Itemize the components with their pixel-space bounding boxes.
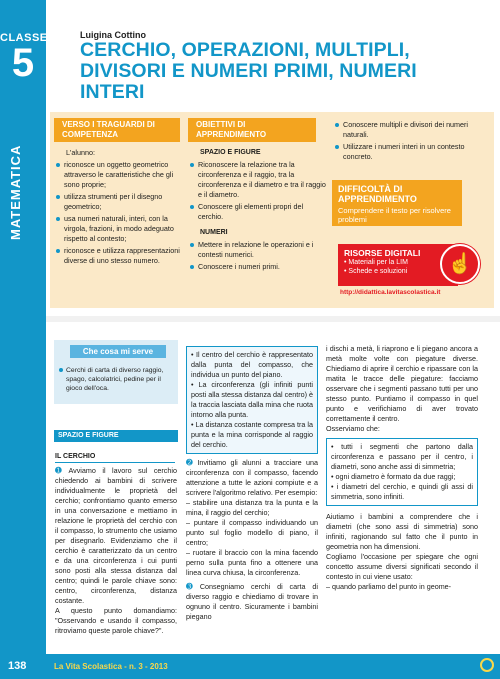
text-column-3 bbox=[326, 344, 478, 592]
observation-box bbox=[326, 438, 478, 506]
author: Luigina Cottino bbox=[80, 30, 146, 40]
page-title: CERCHIO, OPERAZIONI, MULTIPLI, DIVISORI E NUMERI PRIMI, NUMERI INTERI bbox=[80, 39, 417, 103]
text-column-2 bbox=[186, 344, 318, 622]
didattica-link[interactable]: http://didattica.lavitascolastica.it bbox=[340, 289, 441, 296]
paragraph: Aiutiamo i bambini a comprendere che i diametri (che sono assi di simmetria) sono infiniti, ragionando sul fatto che il punto in geometria non ha dimensioni. bbox=[326, 512, 478, 551]
difficolta-box bbox=[332, 180, 462, 226]
paragraph: i dischi a metà, li riaprono e li piegano ancora a metà molte volte con piegature diverse. Chiediamo di aprire il cerchio e ripassare con la matita le tracce delle piegature: facciamo osservare che i segmenti passano tutti per uno stesso punto. Puntiamo il compasso in quel punto e verifichiamo di aver trovato correttamente il centro. bbox=[326, 344, 478, 423]
step-bullet-icon: ➊ bbox=[55, 466, 69, 475]
definition-box bbox=[186, 346, 318, 454]
list-item: utilizza strumenti per il disegno geometrico; bbox=[54, 192, 182, 212]
serve-list bbox=[58, 366, 174, 393]
box-line: • tutti i segmenti che partono dalla circonferenza e passano per il centro, i diametri, sono anche assi di simmetria; bbox=[331, 442, 473, 471]
left-color-band bbox=[0, 0, 46, 679]
paragraph: – stabilire una distanza tra la punta e la mina, il raggio del cerchio; bbox=[186, 498, 318, 517]
serve-text: Cerchi di carta di diverso raggio, spago, calcolatrici, pedine per il gioco dell'oca. bbox=[58, 366, 174, 393]
list-item: Conoscere i numeri primi. bbox=[188, 262, 328, 272]
risorse-item: • Materiali per la LIM bbox=[344, 259, 408, 266]
obiettivi-sub-numeri: NUMERI bbox=[200, 229, 228, 236]
box-line: • Il centro del cerchio è rappresentato dalla punta del compasso, che individua un punto del piano. bbox=[191, 350, 313, 379]
paragraph: Invitiamo gli alunni a tracciare una circonferenza con il compasso, facendo attenzione a tutte le azioni compiute e a scrivere l'algoritmo relativo. Per esempio: bbox=[186, 458, 318, 497]
list-item: Utilizzare i numeri interi in un contesto concreto. bbox=[333, 142, 483, 162]
list-item: Riconoscere la relazione tra la circonferenza e il raggio, tra la circonferenza e il diametro e tra il raggio e il diametro. bbox=[188, 160, 328, 200]
step-bullet-icon: ➌ bbox=[186, 582, 200, 591]
traguardi-column bbox=[54, 118, 182, 268]
risorse-item: • Schede e soluzioni bbox=[344, 268, 408, 275]
box-line: • La distanza costante compresa tra la punta e la mina corrisponde al raggio del cerchio. bbox=[191, 420, 313, 449]
classe-label: CLASSE bbox=[0, 32, 48, 44]
box-line: • La circonferenza (gli infiniti punti posti alla stessa distanza dal centro) è la traccia lasciata dalla mina che ruota intorno alla punta. bbox=[191, 380, 313, 419]
traguardi-intro: L'alunno: bbox=[66, 148, 95, 157]
list-item: Conoscere gli elementi propri del cerchio. bbox=[188, 202, 328, 222]
list-item: Conoscere multipli e divisori dei numeri naturali. bbox=[333, 120, 483, 140]
hand-pointer-icon: ☝ bbox=[440, 244, 480, 284]
subject-label: MATEMATICA bbox=[8, 144, 23, 240]
classe-number: 5 bbox=[11, 41, 35, 85]
obiettivi-heading: OBIETTIVI DI APPRENDIMENTO bbox=[188, 118, 316, 142]
risorse-title: RISORSE DIGITALI bbox=[344, 248, 421, 258]
traguardi-heading: VERSO I TRAGUARDI DI COMPETENZA bbox=[54, 118, 180, 142]
page-number: 138 bbox=[8, 660, 27, 672]
list-item: usa numeri naturali, interi, con la virgola, frazioni, in modo adeguato rispetto al contesto; bbox=[54, 214, 182, 244]
paragraph: Avviamo il lavoro sul cerchio chiedendo ai bambini di scrivere individualmente le proprietà del cerchio; confrontiamo quanto emerso in una conversazione e mettiamo in relazione le proprietà del cerchio con il compasso, lo strumento che usiamo per disegnarlo. Evidenziamo che il cerchio è caratterizzato da un centro e da una circonferenza i cui punti sono posti alla stessa distanza dal centro; quindi le parole chiave sono: centro, circonferenza, distanza costante. bbox=[55, 466, 177, 605]
difficolta-title: DIFFICOLTÀ DI APPRENDIMENTO bbox=[338, 184, 417, 204]
step-bullet-icon: ➋ bbox=[186, 458, 198, 467]
subsection-title: IL CERCHIO bbox=[55, 453, 96, 460]
obiettivi-column bbox=[188, 118, 328, 274]
list-item: Mettere in relazione le operazioni e i contesti numerici. bbox=[188, 240, 328, 260]
section-label: SPAZIO E FIGURE bbox=[54, 430, 178, 442]
journal-name: La Vita Scolastica - n. 3 - 2013 bbox=[54, 662, 168, 671]
obiettivi-sub-spazio: SPAZIO E FIGURE bbox=[200, 149, 261, 156]
paragraph: A questo punto domandiamo: "Osservando e usando il compasso, ritroviamo queste parole chiave?". bbox=[55, 606, 177, 635]
serve-heading: Che cosa mi serve bbox=[70, 345, 166, 358]
magnifier-icon bbox=[480, 658, 494, 672]
subsection-rule bbox=[55, 462, 175, 463]
list-item: riconosce e utilizza rappresentazioni diverse di uno stesso numero. bbox=[54, 246, 182, 266]
difficolta-text: Comprendere il testo per risolvere problemi bbox=[338, 206, 451, 224]
paragraph: Cogliamo l'occasione per spiegare che ogni concetto assume diversi significati secondo il contesto in cui viene usato: bbox=[326, 552, 478, 581]
list-item: riconosce un oggetto geometrico attraverso le caratteristiche che gli sono proprie; bbox=[54, 160, 182, 190]
box-line: • i diametri del cerchio, e quindi gli assi di simmetria, sono infiniti. bbox=[331, 482, 473, 501]
paragraph: – puntare il compasso individuando un punto sul foglio modello di piano, il centro; bbox=[186, 518, 318, 547]
paragraph: Osserviamo che: bbox=[326, 424, 380, 433]
paragraph: Consegniamo cerchi di carta di diverso raggio e chiediamo di trovare in ognuno il centro. Sicuramente i bambini piegano bbox=[186, 582, 318, 621]
objectives-column-3 bbox=[333, 118, 483, 164]
text-column-1 bbox=[55, 466, 177, 636]
paragraph: – quando parliamo del punto in geome- bbox=[326, 582, 452, 591]
paragraph: – ruotare il braccio con la mina facendo perno sulla punta fino a ottenere una linea curva chiusa, la circonferenza. bbox=[186, 548, 318, 577]
section-divider bbox=[46, 316, 500, 322]
box-line: • ogni diametro è formato da due raggi; bbox=[331, 472, 456, 481]
